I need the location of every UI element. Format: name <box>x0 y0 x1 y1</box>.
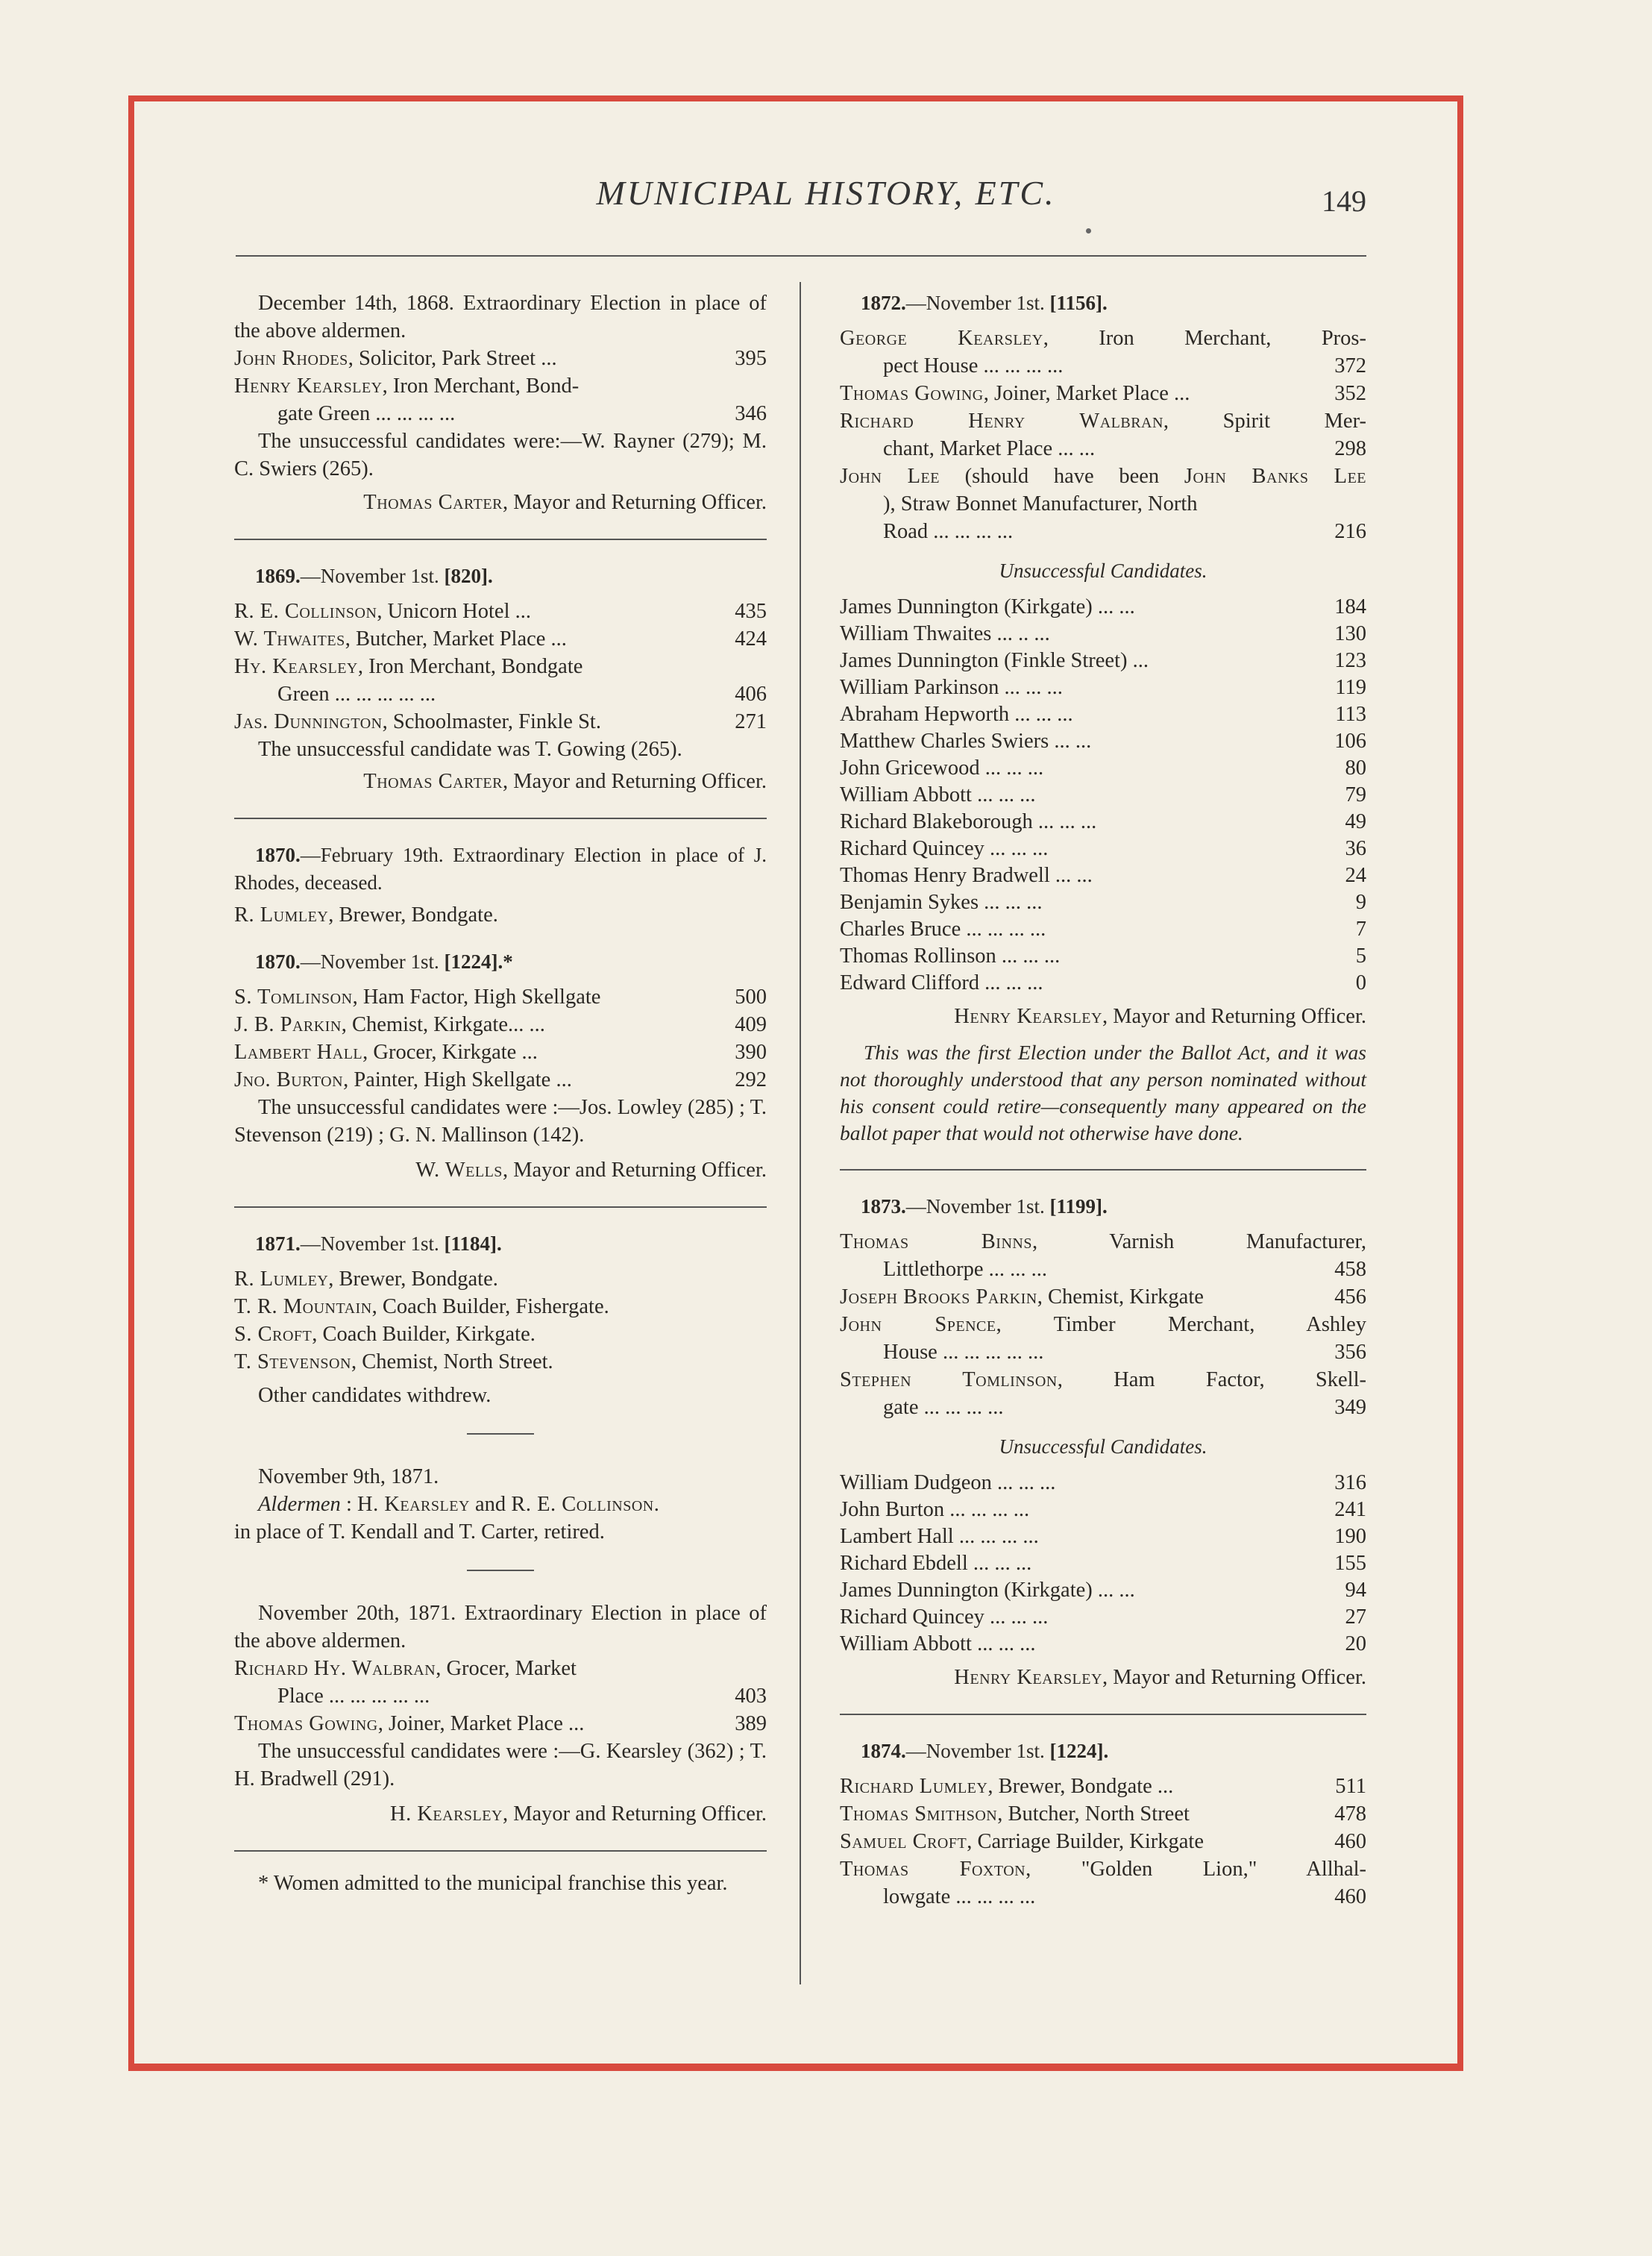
unsuccessful-row <box>840 1497 1366 1523</box>
candidate-name: Joseph Brooks Parkin <box>840 1285 1037 1309</box>
electorate-count: [1199]. <box>1049 1195 1108 1218</box>
candidate-row <box>234 372 767 427</box>
candidate-row <box>840 1828 1366 1855</box>
candidate-row <box>234 1038 767 1066</box>
candidate-name: John Gricewood ... ... ... <box>840 756 1044 780</box>
candidate-row <box>234 901 767 929</box>
unsuccessful-row <box>840 621 1366 648</box>
candidate-row <box>840 380 1366 407</box>
vote-count: 9 <box>1355 891 1366 914</box>
candidate-name: James Dunnington (Finkle Street) ... <box>840 649 1149 672</box>
short-rule <box>467 1570 534 1571</box>
candidate-row <box>234 625 767 653</box>
vote-count: 123 <box>1334 649 1366 672</box>
vote-count: 390 <box>735 1041 767 1064</box>
section-rule <box>840 1169 1366 1171</box>
unsuccessful-note: The unsuccessful candidate was T. Gowing (265). <box>258 738 682 761</box>
unsuccessful-row <box>840 701 1366 728</box>
vote-count: 80 <box>1345 756 1366 780</box>
conjunction: and <box>469 1493 512 1516</box>
candidate-row <box>234 345 767 372</box>
candidate-desc: , Varnish Manufacturer, <box>1031 1230 1366 1253</box>
election-heading <box>861 289 1366 317</box>
election-year: 1872. <box>861 292 906 314</box>
candidate-desc: (should have been <box>939 465 1184 488</box>
candidate-row <box>840 1773 1366 1800</box>
election-heading <box>861 1738 1366 1765</box>
candidate-name: William Abbott ... ... ... <box>840 1632 1036 1655</box>
candidate-row <box>234 1066 767 1094</box>
election-heading <box>255 1230 767 1258</box>
candidate-name: Matthew Charles Swiers ... ... <box>840 730 1092 753</box>
candidate-row <box>840 463 1366 545</box>
aldermen-label: Aldermen <box>258 1493 341 1516</box>
vote-count: 511 <box>1335 1775 1366 1798</box>
candidate-desc-cont: gate Green ... ... ... ... <box>277 402 456 425</box>
returning-officer <box>234 1800 767 1828</box>
election-1870-feb <box>234 842 767 929</box>
vote-count: 216 <box>1334 520 1366 543</box>
candidate-desc-cont: ), Straw Bonnet Manufacturer, North <box>883 492 1198 516</box>
candidate-row <box>840 1800 1366 1828</box>
candidate-name: Richard Henry Walbran <box>840 410 1163 433</box>
candidate-name: T. R. Mountain <box>234 1295 372 1318</box>
candidate-desc: , Timber Merchant, Ashley <box>996 1313 1366 1336</box>
election-1871 <box>234 1230 767 1409</box>
election-date: —November 1st. <box>300 1232 439 1255</box>
candidate-name: Stephen Tomlinson <box>840 1368 1058 1391</box>
candidate-name: James Dunnington (Kirkgate) ... ... <box>840 595 1135 618</box>
unsuccessful-row <box>840 1577 1366 1604</box>
column-divider <box>800 282 801 1984</box>
unsuccessful-row <box>840 594 1366 621</box>
candidate-desc: , Brewer, Bondgate ... <box>987 1775 1174 1798</box>
vote-count: 130 <box>1334 622 1366 645</box>
candidate-row <box>234 598 767 625</box>
aldermen-note: in place of T. Kendall and T. Carter, retired. <box>234 1520 605 1544</box>
candidate-desc: , Ham Factor, Skell- <box>1057 1368 1366 1391</box>
vote-count: 27 <box>1345 1605 1366 1629</box>
candidate-desc: , Coach Builder, Kirkgate. <box>312 1323 536 1346</box>
election-heading <box>234 842 767 897</box>
candidate-name: R. Lumley <box>234 903 329 927</box>
candidate-desc: , Painter, High Skellgate ... <box>343 1068 572 1091</box>
candidate-desc: , Chemist, North Street. <box>351 1350 553 1373</box>
candidate-name: John Lee <box>840 465 940 488</box>
candidate-name: William Thwaites ... .. ... <box>840 622 1050 645</box>
aldermen-line <box>234 1491 767 1518</box>
vote-count: 424 <box>735 627 767 651</box>
candidate-name: Henry Kearsley <box>234 375 383 398</box>
unsuccessful-row <box>840 674 1366 701</box>
election-1868-dec <box>234 289 767 516</box>
left-column <box>234 289 767 1897</box>
section-rule <box>840 1714 1366 1715</box>
candidate-name: R. E. Collinson <box>234 600 377 623</box>
election-date: —November 1st. <box>905 292 1045 314</box>
election-1869 <box>234 563 767 795</box>
unsuccessful-row <box>840 782 1366 809</box>
candidate-desc: , Joiner, Market Place ... <box>983 382 1190 405</box>
officer-name: Thomas Carter <box>363 491 503 514</box>
candidate-name: Richard Quincey ... ... ... <box>840 837 1049 860</box>
vote-count: 346 <box>735 402 767 425</box>
vote-count: 24 <box>1345 864 1366 887</box>
aldermen-1871-nov9 <box>234 1463 767 1546</box>
candidate-desc-cont: lowgate ... ... ... ... <box>883 1885 1036 1908</box>
candidate-name: Thomas Gowing <box>234 1712 378 1735</box>
officer-name: Henry Kearsley <box>954 1005 1102 1028</box>
entry-date: November 9th, 1871. <box>258 1465 439 1488</box>
section-rule <box>234 539 767 540</box>
running-head: MUNICIPAL HISTORY, ETC. <box>596 174 1056 212</box>
officer-name: Henry Kearsley <box>954 1666 1102 1689</box>
right-column <box>840 289 1366 1911</box>
section-rule <box>234 1206 767 1208</box>
election-1871-nov20 <box>234 1599 767 1828</box>
vote-count: 456 <box>1334 1285 1366 1309</box>
candidate-desc: , Spirit Mer- <box>1163 410 1366 433</box>
candidate-desc: , Solicitor, Park Street ... <box>348 347 557 370</box>
vote-count: 460 <box>1334 1830 1366 1853</box>
unsuccessful-heading: Unsuccessful Candidates. <box>999 560 1207 582</box>
unsuccessful-row <box>840 943 1366 970</box>
candidate-desc: , Iron Merchant, Pros- <box>1043 327 1366 350</box>
unsuccessful-row <box>840 836 1366 862</box>
returning-officer <box>234 489 767 516</box>
candidate-desc-cont: chant, Market Place ... ... <box>883 437 1096 460</box>
candidate-name: Thomas Gowing <box>840 382 984 405</box>
officer-role: , Mayor and Returning Officer. <box>502 770 767 793</box>
candidate-row <box>234 983 767 1011</box>
candidate-desc: , Unicorn Hotel ... <box>377 600 532 623</box>
unsuccessful-row <box>840 970 1366 997</box>
unsuccessful-note: The unsuccessful candidates were :—G. Kearsley (362) ; T. H. Bradwell (291). <box>234 1740 767 1790</box>
candidate-desc: , Iron Merchant, Bond- <box>382 375 580 398</box>
vote-count: 372 <box>1334 354 1366 377</box>
candidate-desc-cont: House ... ... ... ... ... <box>883 1341 1044 1364</box>
election-1870-nov <box>234 948 767 1184</box>
unsuccessful-note: The unsuccessful candidates were:—W. Rayner (279); M. C. Swiers (265). <box>234 430 767 480</box>
electorate-count: [1156]. <box>1049 292 1108 314</box>
candidate-name: Richard Hy. Walbran <box>234 1657 436 1680</box>
candidate-row <box>234 1293 767 1320</box>
vote-count: 7 <box>1355 918 1366 941</box>
candidate-desc: , Schoolmaster, Finkle St. <box>382 710 601 733</box>
vote-count: 403 <box>735 1685 767 1708</box>
vote-count: 406 <box>735 683 767 706</box>
vote-count: 298 <box>1334 437 1366 460</box>
candidate-name: Hy. Kearsley <box>234 655 358 678</box>
candidate-alt-name: John Banks Lee <box>1184 465 1366 488</box>
vote-count: 94 <box>1345 1579 1366 1602</box>
candidate-name: Abraham Hepworth ... ... ... <box>840 703 1073 726</box>
alderman-name: H. Kearsley <box>357 1493 470 1516</box>
returning-officer <box>234 1156 767 1184</box>
election-heading <box>861 1193 1366 1221</box>
candidate-desc-cont: Littlethorpe ... ... ... <box>883 1258 1048 1281</box>
candidate-desc: , Carriage Builder, Kirkgate <box>967 1830 1205 1853</box>
unsuccessful-list <box>840 1470 1366 1658</box>
candidate-name: William Abbott ... ... ... <box>840 783 1036 806</box>
candidate-desc: , Chemist, Kirkgate <box>1037 1285 1204 1309</box>
vote-count: 271 <box>735 710 767 733</box>
officer-name: Thomas Carter <box>363 770 503 793</box>
election-desc: Extraordinary Election in place of J. Rhodes, deceased. <box>234 844 767 894</box>
election-1873 <box>840 1193 1366 1691</box>
section-rule <box>234 818 767 819</box>
electorate-count: [1224].* <box>444 950 513 973</box>
vote-count: 106 <box>1334 730 1366 753</box>
candidate-name: George Kearsley <box>840 327 1043 350</box>
officer-name: W. Wells <box>415 1159 503 1182</box>
candidate-name: Thomas Rollinson ... ... ... <box>840 944 1061 968</box>
vote-count: 395 <box>735 347 767 370</box>
alderman-name: R. E. Collinson. <box>511 1493 660 1516</box>
election-year: 1874. <box>861 1740 906 1762</box>
officer-role: , Mayor and Returning Officer. <box>1102 1666 1366 1689</box>
vote-count: 49 <box>1345 810 1366 833</box>
candidate-name: Thomas Henry Bradwell ... ... <box>840 864 1093 887</box>
candidate-desc: , Chemist, Kirkgate... ... <box>341 1013 545 1036</box>
candidate-name: T. Stevenson <box>234 1350 351 1373</box>
candidate-name: Jno. Burton <box>234 1068 344 1091</box>
candidate-desc-cont: pect House ... ... ... ... <box>883 354 1064 377</box>
candidate-name: John Rhodes <box>234 347 348 370</box>
candidate-row <box>234 653 767 708</box>
candidate-row <box>840 1366 1366 1421</box>
vote-count: 113 <box>1335 703 1366 726</box>
election-year: 1873. <box>861 1195 906 1218</box>
candidate-name: John Spence <box>840 1313 996 1336</box>
candidate-row <box>840 1283 1366 1311</box>
vote-count: 190 <box>1334 1525 1366 1548</box>
unsuccessful-row <box>840 809 1366 836</box>
candidate-name: Thomas Foxton <box>840 1858 1026 1881</box>
election-year: 1869. <box>255 565 301 587</box>
returning-officer <box>234 768 767 795</box>
candidate-name: Benjamin Sykes ... ... ... <box>840 891 1043 914</box>
candidate-name: William Dudgeon ... ... ... <box>840 1471 1056 1494</box>
officer-role: , Mayor and Returning Officer. <box>502 1802 767 1826</box>
candidate-name: William Parkinson ... ... ... <box>840 676 1063 699</box>
candidate-name: R. Lumley <box>234 1268 329 1291</box>
vote-count: 292 <box>735 1068 767 1091</box>
vote-count: 184 <box>1334 595 1366 618</box>
election-intro: December 14th, 1868. Extraordinary Election in place of the above aldermen. <box>234 292 767 342</box>
election-1872 <box>840 289 1366 1147</box>
election-date: —November 1st. <box>905 1195 1045 1218</box>
vote-count: 241 <box>1334 1498 1366 1521</box>
candidate-name: Richard Quincey ... ... ... <box>840 1605 1049 1629</box>
colon: : <box>340 1493 357 1516</box>
vote-count: 5 <box>1355 944 1366 968</box>
candidate-row <box>234 708 767 736</box>
candidate-row <box>234 1265 767 1293</box>
candidate-name: Thomas Smithson <box>840 1802 998 1826</box>
election-date: —November 1st. <box>300 565 439 587</box>
vote-count: 478 <box>1334 1802 1366 1826</box>
vote-count: 155 <box>1334 1552 1366 1575</box>
candidate-name: James Dunnington (Kirkgate) ... ... <box>840 1579 1135 1602</box>
candidate-row <box>234 1320 767 1348</box>
candidate-row <box>840 1311 1366 1366</box>
candidate-row <box>840 1855 1366 1911</box>
election-year: 1870. <box>255 950 301 973</box>
candidate-row <box>234 1710 767 1738</box>
unsuccessful-row <box>840 889 1366 916</box>
unsuccessful-note: The unsuccessful candidates were :—Jos. Lowley (285) ; T. Stevenson (219) ; G. N. Mallinson (142). <box>234 1096 767 1147</box>
returning-officer <box>840 1003 1366 1030</box>
unsuccessful-row <box>840 1604 1366 1631</box>
vote-count: 0 <box>1355 971 1366 994</box>
candidate-name: Lambert Hall ... ... ... ... <box>840 1525 1039 1548</box>
candidate-name: Samuel Croft <box>840 1830 967 1853</box>
officer-role: , Mayor and Returning Officer. <box>502 1159 767 1182</box>
candidate-desc-cont: Road ... ... ... ... <box>883 520 1014 543</box>
vote-count: 316 <box>1334 1471 1366 1494</box>
vote-count: 435 <box>735 600 767 623</box>
election-date: —November 1st. <box>300 950 439 973</box>
footnote: * Women admitted to the municipal franchise this year. <box>258 1872 728 1895</box>
vote-count: 36 <box>1345 837 1366 860</box>
electorate-count: [1184]. <box>444 1232 502 1255</box>
vote-count: 356 <box>1334 1341 1366 1364</box>
candidate-name: J. B. Parkin <box>234 1013 342 1036</box>
candidate-desc: , Iron Merchant, Bondgate <box>357 655 583 678</box>
candidate-desc: , Butcher, North Street <box>997 1802 1190 1826</box>
officer-role: , Mayor and Returning Officer. <box>502 491 767 514</box>
unsuccessful-row <box>840 755 1366 782</box>
election-heading <box>255 948 767 976</box>
candidate-name: Lambert Hall <box>234 1041 363 1064</box>
candidate-name: S. Croft <box>234 1323 313 1346</box>
candidate-name: Richard Ebdell ... ... ... <box>840 1552 1032 1575</box>
candidate-name: Jas. Dunnington <box>234 710 383 733</box>
returning-officer <box>840 1664 1366 1691</box>
candidate-desc: , "Golden Lion," Allhal- <box>1026 1858 1367 1881</box>
header-rule <box>236 255 1366 257</box>
candidate-desc-cont: Green ... ... ... ... ... <box>277 683 436 706</box>
vote-count: 409 <box>735 1013 767 1036</box>
candidate-name: Edward Clifford ... ... ... <box>840 971 1043 994</box>
unsuccessful-row <box>840 728 1366 755</box>
unsuccessful-row <box>840 916 1366 943</box>
election-date: —February 19th. <box>300 844 444 866</box>
candidate-name: W. Thwaites <box>234 627 345 651</box>
ballot-act-note: This was the first Election under the Ballot Act, and it was not thoroughly understood that any person nominated without his consent could retire—consequently many appeared on the ballot paper that would not otherwise have done. <box>840 1041 1366 1144</box>
election-year: 1870. <box>255 844 301 866</box>
electorate-count: [1224]. <box>1049 1740 1109 1762</box>
short-rule <box>467 1433 534 1435</box>
vote-count: 20 <box>1345 1632 1366 1655</box>
officer-name: H. Kearsley <box>390 1802 503 1826</box>
unsuccessful-row <box>840 1550 1366 1577</box>
vote-count: 79 <box>1345 783 1366 806</box>
footnote-rule <box>234 1850 767 1852</box>
candidate-row <box>234 1348 767 1376</box>
election-intro: November 20th, 1871. Extraordinary Election in place of the above aldermen. <box>234 1602 767 1652</box>
candidate-desc: , Butcher, Market Place ... <box>345 627 567 651</box>
vote-count: 349 <box>1334 1396 1366 1419</box>
officer-role: , Mayor and Returning Officer. <box>1102 1005 1366 1028</box>
candidate-desc: , Grocer, Kirkgate ... <box>362 1041 538 1064</box>
electorate-count: [820]. <box>444 565 493 587</box>
unsuccessful-row <box>840 1470 1366 1497</box>
election-heading <box>255 563 767 590</box>
candidate-name: Charles Bruce ... ... ... ... <box>840 918 1046 941</box>
candidate-desc-cont: gate ... ... ... ... <box>883 1396 1004 1419</box>
candidate-row <box>840 1228 1366 1283</box>
page-number: 149 <box>1322 184 1366 218</box>
election-date: —November 1st. <box>905 1740 1045 1762</box>
withdrew-note: Other candidates withdrew. <box>258 1384 491 1407</box>
spacer <box>234 929 767 948</box>
vote-count: 458 <box>1334 1258 1366 1281</box>
vote-count: 389 <box>735 1712 767 1735</box>
candidate-name: S. Tomlinson <box>234 986 353 1009</box>
candidate-row <box>234 1011 767 1038</box>
candidate-row <box>840 325 1366 380</box>
decorative-dot <box>1086 228 1091 234</box>
candidate-name: Richard Blakeborough ... ... ... <box>840 810 1097 833</box>
election-1874 <box>840 1738 1366 1911</box>
candidate-name: Richard Lumley <box>840 1775 988 1798</box>
candidate-desc: , Brewer, Bondgate. <box>328 1268 498 1291</box>
candidate-desc: , Brewer, Bondgate. <box>328 903 498 927</box>
vote-count: 460 <box>1334 1885 1366 1908</box>
candidate-name: Thomas Binns <box>840 1230 1032 1253</box>
unsuccessful-list <box>840 594 1366 997</box>
vote-count: 500 <box>735 986 767 1009</box>
unsuccessful-row <box>840 1631 1366 1658</box>
candidate-name: John Burton ... ... ... ... <box>840 1498 1030 1521</box>
vote-count: 119 <box>1335 676 1366 699</box>
candidate-desc-cont: Place ... ... ... ... ... <box>277 1685 430 1708</box>
unsuccessful-row <box>840 1523 1366 1550</box>
candidate-row <box>840 407 1366 463</box>
candidate-desc: , Grocer, Market <box>436 1657 577 1680</box>
election-year: 1871. <box>255 1232 301 1255</box>
unsuccessful-row <box>840 648 1366 674</box>
candidate-desc: , Coach Builder, Fishergate. <box>371 1295 609 1318</box>
unsuccessful-heading: Unsuccessful Candidates. <box>999 1435 1207 1458</box>
unsuccessful-row <box>840 862 1366 889</box>
vote-count: 352 <box>1334 382 1366 405</box>
candidate-desc: , Joiner, Market Place ... <box>377 1712 585 1735</box>
candidate-row <box>234 1655 767 1710</box>
candidate-desc: , Ham Factor, High Skellgate <box>352 986 601 1009</box>
